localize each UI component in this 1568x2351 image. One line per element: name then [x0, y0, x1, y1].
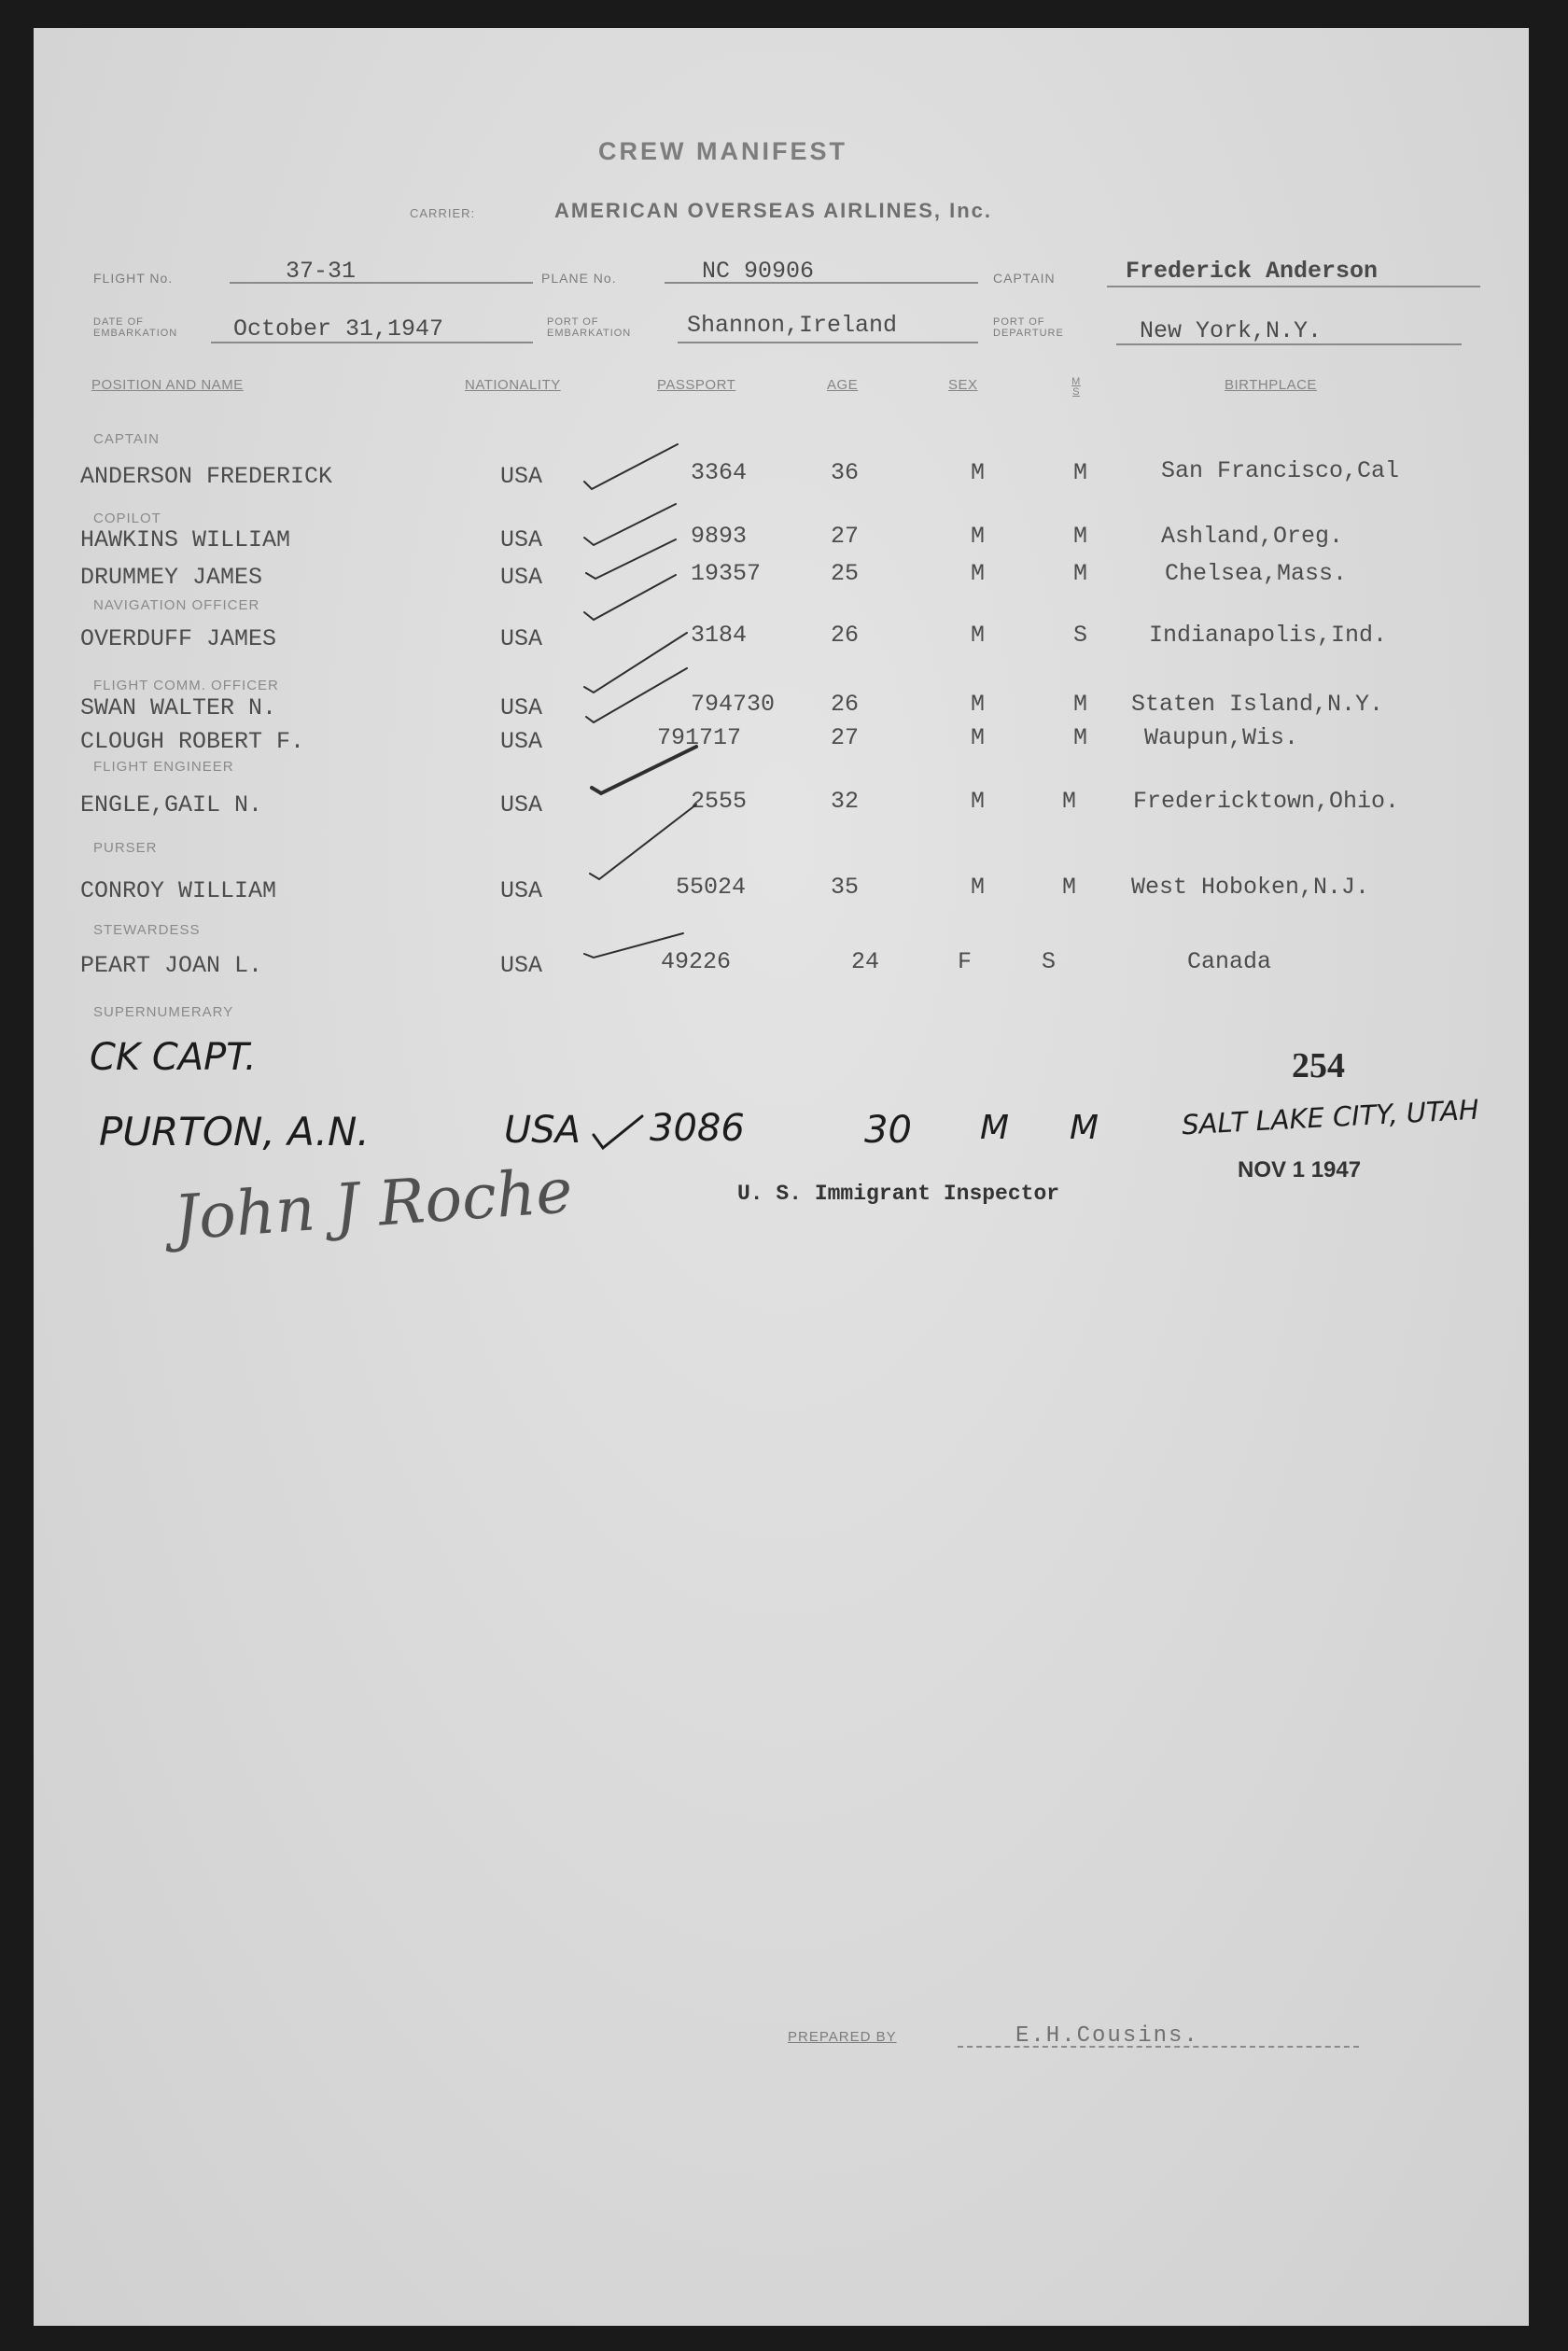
crew-name: CONROY WILLIAM: [80, 877, 277, 904]
flight-no-value: 37-31: [286, 258, 357, 285]
captain-label: CAPTAIN: [993, 271, 1056, 286]
prepared-by-value: E.H.Cousins.: [1015, 2023, 1199, 2049]
crew-birthplace: West Hoboken,N.J.: [1131, 874, 1370, 901]
col-marital: M S: [1071, 376, 1081, 398]
crew-passport: 794730: [691, 691, 776, 718]
embark-port-label-2: EMBARKATION: [547, 328, 632, 339]
depart-port-label-2: DEPARTURE: [993, 328, 1064, 339]
crew-birthplace: Chelsea,Mass.: [1165, 560, 1348, 587]
extra-crew-name: PURTON, A.N.: [99, 1109, 370, 1155]
depart-port-label-1: PORT OF: [993, 316, 1045, 328]
crew-nationality: USA: [500, 564, 543, 591]
crew-passport: 3364: [691, 459, 748, 486]
embark-date-value: October 31,1947: [233, 315, 444, 343]
crew-sex: M: [971, 622, 986, 649]
col-sex: SEX: [948, 377, 978, 393]
position-purser: PURSER: [93, 840, 158, 856]
extra-crew-sex: M: [980, 1109, 1010, 1147]
crew-passport: 49226: [661, 948, 732, 975]
crew-sex: M: [971, 788, 986, 815]
crew-birthplace: San Francisco,Cal: [1161, 457, 1400, 484]
captain-value: Frederick Anderson: [1126, 258, 1379, 285]
check-mark-icon: [590, 1111, 646, 1157]
crew-birthplace: Indianapolis,Ind.: [1149, 622, 1388, 649]
crew-marital: M: [1073, 724, 1088, 751]
crew-name: PEART JOAN L.: [80, 952, 263, 979]
crew-sex: M: [971, 874, 986, 901]
crew-age: 35: [831, 874, 860, 901]
crew-nationality: USA: [500, 463, 543, 490]
embark-date-underline: [211, 342, 533, 343]
position-engineer: FLIGHT ENGINEER: [93, 759, 234, 775]
position-copilot: COPILOT: [93, 511, 161, 526]
crew-birthplace: Fredericktown,Ohio.: [1133, 788, 1400, 815]
crew-name: SWAN WALTER N.: [80, 694, 277, 721]
extra-crew-marital: M: [1070, 1109, 1099, 1147]
page-number: 254: [1292, 1046, 1345, 1085]
crew-passport: 791717: [657, 724, 742, 751]
embark-date-label-1: DATE OF: [93, 316, 144, 328]
crew-name: DRUMMEY JAMES: [80, 564, 263, 591]
crew-passport: 3184: [691, 622, 748, 649]
crew-nationality: USA: [500, 791, 543, 819]
extra-crew-nationality: USA: [504, 1109, 581, 1152]
embark-port-label-1: PORT OF: [547, 316, 599, 328]
crew-sex: M: [971, 560, 986, 587]
crew-marital: M: [1062, 788, 1077, 815]
col-birthplace: BIRTHPLACE: [1225, 377, 1317, 393]
check-mark-icon: [592, 747, 696, 793]
crew-passport: 2555: [691, 788, 748, 815]
crew-nationality: USA: [500, 625, 543, 652]
crew-passport: 9893: [691, 523, 748, 550]
crew-name: CLOUGH ROBERT F.: [80, 728, 305, 755]
check-mark-icon: [584, 444, 678, 489]
crew-nationality: USA: [500, 728, 543, 755]
crew-sex: M: [971, 724, 986, 751]
crew-age: 26: [831, 622, 860, 649]
inspector-stamp: U. S. Immigrant Inspector: [737, 1182, 1060, 1206]
position-comm: FLIGHT COMM. OFFICER: [93, 678, 279, 693]
crew-name: ANDERSON FREDERICK: [80, 463, 333, 490]
flight-no-underline: [230, 282, 533, 284]
crew-age: 36: [831, 459, 860, 486]
carrier-name: AMERICAN OVERSEAS AIRLINES, Inc.: [554, 199, 993, 222]
extra-crew-birthplace: SALT LAKE CITY, UTAH: [1181, 1093, 1480, 1141]
position-supernumerary: SUPERNUMERARY: [93, 1004, 234, 1020]
check-marks: [566, 435, 706, 1014]
col-nationality: NATIONALITY: [465, 377, 561, 393]
crew-age: 26: [831, 691, 860, 718]
check-mark-icon: [584, 933, 683, 958]
crew-birthplace: Ashland,Oreg.: [1161, 523, 1344, 550]
crew-birthplace: Staten Island,N.Y.: [1131, 691, 1384, 718]
crew-nationality: USA: [500, 526, 543, 553]
embark-date-label-2: EMBARKATION: [93, 328, 178, 339]
check-mark-icon: [586, 668, 687, 722]
embark-port-value: Shannon,Ireland: [687, 312, 898, 339]
crew-marital: S: [1073, 622, 1088, 649]
crew-birthplace: Canada: [1187, 948, 1272, 975]
col-age: AGE: [827, 377, 859, 393]
flight-no-label: FLIGHT No.: [93, 271, 174, 286]
plane-no-underline: [665, 282, 978, 284]
check-mark-icon: [590, 805, 696, 879]
crew-age: 27: [831, 724, 860, 751]
crew-name: ENGLE,GAIL N.: [80, 791, 263, 819]
crew-marital: M: [1062, 874, 1077, 901]
position-navigation: NAVIGATION OFFICER: [93, 597, 260, 613]
extra-crew-passport: 3086: [650, 1107, 745, 1150]
crew-age: 25: [831, 560, 860, 587]
crew-nationality: USA: [500, 877, 543, 904]
position-captain: CAPTAIN: [93, 431, 160, 447]
captain-underline: [1107, 286, 1480, 287]
crew-marital: M: [1073, 523, 1088, 550]
crew-marital: S: [1042, 948, 1057, 975]
check-mark-icon: [584, 575, 676, 620]
depart-port-value: New York,N.Y.: [1140, 317, 1323, 344]
crew-nationality: USA: [500, 952, 543, 979]
stamp-date: NOV 1 1947: [1238, 1157, 1362, 1182]
prepared-by-label: PREPARED BY: [788, 2029, 897, 2045]
crew-passport: 55024: [676, 874, 747, 901]
crew-name: HAWKINS WILLIAM: [80, 526, 291, 553]
col-position: POSITION AND NAME: [91, 377, 244, 393]
col-passport: PASSPORT: [657, 377, 736, 393]
inspector-signature: John J Roche: [171, 1155, 575, 1254]
handwritten-ck-capt: CK CAPT.: [90, 1036, 257, 1079]
manifest-sheet: [34, 28, 1529, 2326]
plane-no-value: NC 90906: [702, 258, 815, 285]
document-title: CREW MANIFEST: [598, 137, 847, 165]
check-mark-icon: [584, 504, 676, 545]
crew-marital: M: [1073, 459, 1088, 486]
carrier-label: CARRIER:: [410, 206, 476, 220]
crew-sex: M: [971, 691, 986, 718]
crew-marital: M: [1073, 560, 1088, 587]
depart-port-underline: [1116, 343, 1462, 345]
crew-sex: M: [971, 459, 986, 486]
check-mark-icon: [586, 539, 676, 579]
embark-port-underline: [678, 342, 978, 343]
check-mark-icon: [584, 633, 687, 693]
crew-age: 32: [831, 788, 860, 815]
crew-sex: M: [971, 523, 986, 550]
crew-age: 24: [851, 948, 880, 975]
extra-crew-age: 30: [864, 1109, 912, 1152]
crew-marital: M: [1073, 691, 1088, 718]
position-stewardess: STEWARDESS: [93, 922, 201, 938]
crew-nationality: USA: [500, 694, 543, 721]
crew-age: 27: [831, 523, 860, 550]
crew-name: OVERDUFF JAMES: [80, 625, 277, 652]
crew-sex: F: [958, 948, 973, 975]
crew-passport: 19357: [691, 560, 762, 587]
crew-birthplace: Waupun,Wis.: [1144, 724, 1299, 751]
plane-no-label: PLANE No.: [541, 271, 617, 286]
